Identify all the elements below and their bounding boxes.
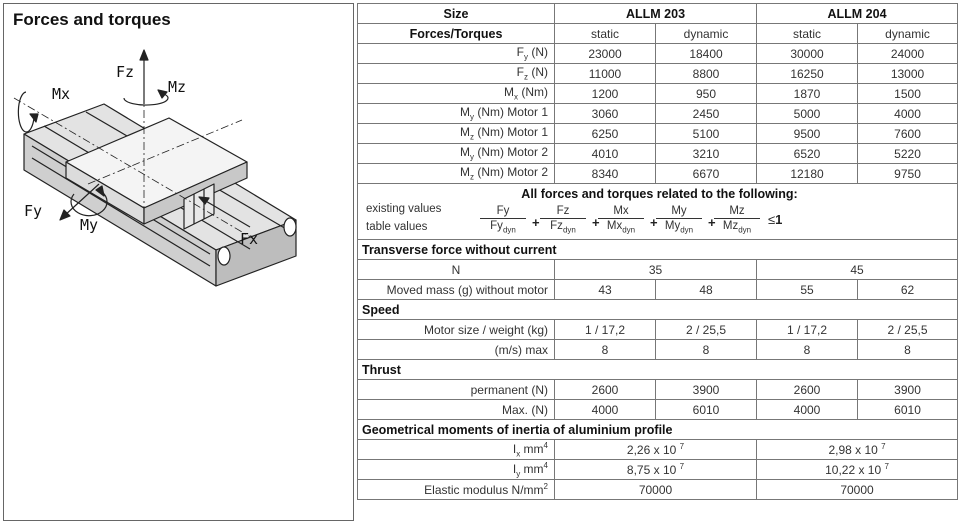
force-value: 8800 — [656, 64, 757, 84]
max-speed-row — [358, 340, 958, 360]
formula-body — [362, 203, 953, 239]
model-204-header: ALLM 204 — [757, 4, 958, 24]
mode-cell: dynamic — [858, 24, 958, 44]
thrust-max-label: Max. (N) — [358, 400, 555, 420]
force-value: 3060 — [555, 104, 656, 124]
elastic-modulus-row — [358, 480, 958, 500]
table-values-label: table values — [366, 221, 428, 233]
thrust-value: 4000 — [555, 400, 656, 420]
force-value: 24000 — [858, 44, 958, 64]
force-value: 16250 — [757, 64, 858, 84]
thrust-permanent-row — [358, 380, 958, 400]
force-row-label: $F_z$ (N) — [358, 64, 555, 84]
force-row-label: $M_x$ (Nm) — [358, 84, 555, 104]
force-row-label: $M_z$ (Nm) Motor 1 — [358, 124, 555, 144]
fz-label: Fz — [116, 63, 135, 81]
forces-torques-panel — [3, 3, 354, 521]
motor-value: 2 / 25,5 — [656, 320, 757, 340]
force-row — [358, 104, 958, 124]
mode-cell: dynamic — [656, 24, 757, 44]
transverse-title-row — [358, 240, 958, 260]
formula-fraction: My $My_{dyn}$ — [656, 205, 702, 234]
size-header-row — [358, 4, 958, 24]
inertia-row-label: $I_x$ $mm^4$ — [358, 440, 555, 460]
my-label: My — [80, 216, 99, 234]
speed-title: Speed — [358, 300, 958, 320]
forces-label: Forces/Torques — [358, 24, 555, 44]
force-value: 1870 — [757, 84, 858, 104]
formula-title: All forces and torques related to the following: — [521, 187, 798, 201]
force-value: 5000 — [757, 104, 858, 124]
mz-label: Mz — [168, 78, 187, 96]
mass-value: 55 — [757, 280, 858, 300]
plus-sign: + — [708, 215, 716, 230]
force-value: 23000 — [555, 44, 656, 64]
motor-value: 2 / 25,5 — [858, 320, 958, 340]
force-value: 950 — [656, 84, 757, 104]
thrust-title: Thrust — [358, 360, 958, 380]
formula-fraction: Mz $Mz_{dyn}$ — [714, 205, 760, 234]
force-row-label: $M_y$ (Nm) Motor 2 — [358, 144, 555, 164]
force-value: 9500 — [757, 124, 858, 144]
formula-row — [358, 184, 958, 240]
transverse-title: Transverse force without current — [358, 240, 958, 260]
force-row-label: $M_z$ (Nm) Motor 2 — [358, 164, 555, 184]
force-value: 6670 — [656, 164, 757, 184]
thrust-max-row — [358, 400, 958, 420]
inertia-row — [358, 460, 958, 480]
inertia-row-label: $I_y$ $mm^4$ — [358, 460, 555, 480]
speed-value: 8 — [555, 340, 656, 360]
force-value: 4010 — [555, 144, 656, 164]
force-value: 5220 — [858, 144, 958, 164]
mass-value: 43 — [555, 280, 656, 300]
linear-axis-diagram — [4, 34, 355, 304]
speed-value: 8 — [757, 340, 858, 360]
force-value: 2450 — [656, 104, 757, 124]
force-row — [358, 64, 958, 84]
size-label: Size — [358, 4, 555, 24]
model-203-header: ALLM 203 — [555, 4, 757, 24]
force-row — [358, 124, 958, 144]
force-value: 12180 — [757, 164, 858, 184]
fy-label: Fy — [24, 202, 43, 220]
thrust-value: 2600 — [555, 380, 656, 400]
less-equal-sign: ≤1 — [768, 212, 783, 227]
motor-value: 1 / 17,2 — [555, 320, 656, 340]
transverse-n-row — [358, 260, 958, 280]
formula-fraction: Fz $Fz_{dyn}$ — [540, 205, 586, 234]
inertia-value: 8,75 x 10 $^7$ — [555, 460, 757, 480]
force-value: 18400 — [656, 44, 757, 64]
thrust-title-row — [358, 360, 958, 380]
thrust-value: 2600 — [757, 380, 858, 400]
mass-value: 62 — [858, 280, 958, 300]
speed-value: 8 — [656, 340, 757, 360]
max-speed-label: (m/s) max — [358, 340, 555, 360]
elastic-modulus-label: Elastic modulus $N/mm^2$ — [358, 480, 555, 500]
inertia-title: Geometrical moments of inertia of aluminium profile — [358, 420, 958, 440]
force-value: 1200 — [555, 84, 656, 104]
modes-header-row — [358, 24, 958, 44]
force-row-label: $F_y$ (N) — [358, 44, 555, 64]
thrust-value: 4000 — [757, 400, 858, 420]
inertia-value: 10,22 x 10 $^7$ — [757, 460, 958, 480]
force-value: 9750 — [858, 164, 958, 184]
inertia-title-row — [358, 420, 958, 440]
mass-value: 48 — [656, 280, 757, 300]
force-value: 6250 — [555, 124, 656, 144]
thrust-permanent-label: permanent (N) — [358, 380, 555, 400]
formula-fraction: Mx $Mx_{dyn}$ — [598, 205, 644, 234]
motor-size-row — [358, 320, 958, 340]
force-value: 8340 — [555, 164, 656, 184]
specifications-table — [357, 3, 958, 500]
thrust-value: 3900 — [656, 380, 757, 400]
force-row — [358, 144, 958, 164]
moved-mass-label: Moved mass (g) without motor — [358, 280, 555, 300]
plus-sign: + — [592, 215, 600, 230]
thrust-value: 6010 — [858, 400, 958, 420]
panel-title: Forces and torques — [13, 10, 171, 29]
existing-values-label: existing values — [366, 203, 442, 215]
n-value: 45 — [757, 260, 958, 280]
motor-size-label: Motor size / weight (kg) — [358, 320, 555, 340]
force-value: 30000 — [757, 44, 858, 64]
force-row — [358, 44, 958, 64]
thrust-value: 6010 — [656, 400, 757, 420]
moved-mass-row — [358, 280, 958, 300]
n-label: N — [358, 260, 555, 280]
force-value: 4000 — [858, 104, 958, 124]
force-value: 13000 — [858, 64, 958, 84]
force-value: 5100 — [656, 124, 757, 144]
force-row — [358, 164, 958, 184]
force-value: 7600 — [858, 124, 958, 144]
mode-cell: static — [555, 24, 656, 44]
elastic-value: 70000 — [757, 480, 958, 500]
inertia-row — [358, 440, 958, 460]
fx-label: Fx — [240, 230, 259, 248]
speed-title-row — [358, 300, 958, 320]
thrust-value: 3900 — [858, 380, 958, 400]
force-row — [358, 84, 958, 104]
force-value: 1500 — [858, 84, 958, 104]
n-value: 35 — [555, 260, 757, 280]
force-value: 6520 — [757, 144, 858, 164]
formula-fraction: Fy $Fy_{dyn}$ — [480, 205, 526, 234]
force-row-label: $M_y$ (Nm) Motor 1 — [358, 104, 555, 124]
mode-cell: static — [757, 24, 858, 44]
inertia-value: 2,98 x 10 $^7$ — [757, 440, 958, 460]
speed-value: 8 — [858, 340, 958, 360]
plus-sign: + — [532, 215, 540, 230]
inertia-value: 2,26 x 10 $^7$ — [555, 440, 757, 460]
motor-value: 1 / 17,2 — [757, 320, 858, 340]
force-value: 11000 — [555, 64, 656, 84]
mx-label: Mx — [52, 85, 71, 103]
elastic-value: 70000 — [555, 480, 757, 500]
force-value: 3210 — [656, 144, 757, 164]
plus-sign: + — [650, 215, 658, 230]
